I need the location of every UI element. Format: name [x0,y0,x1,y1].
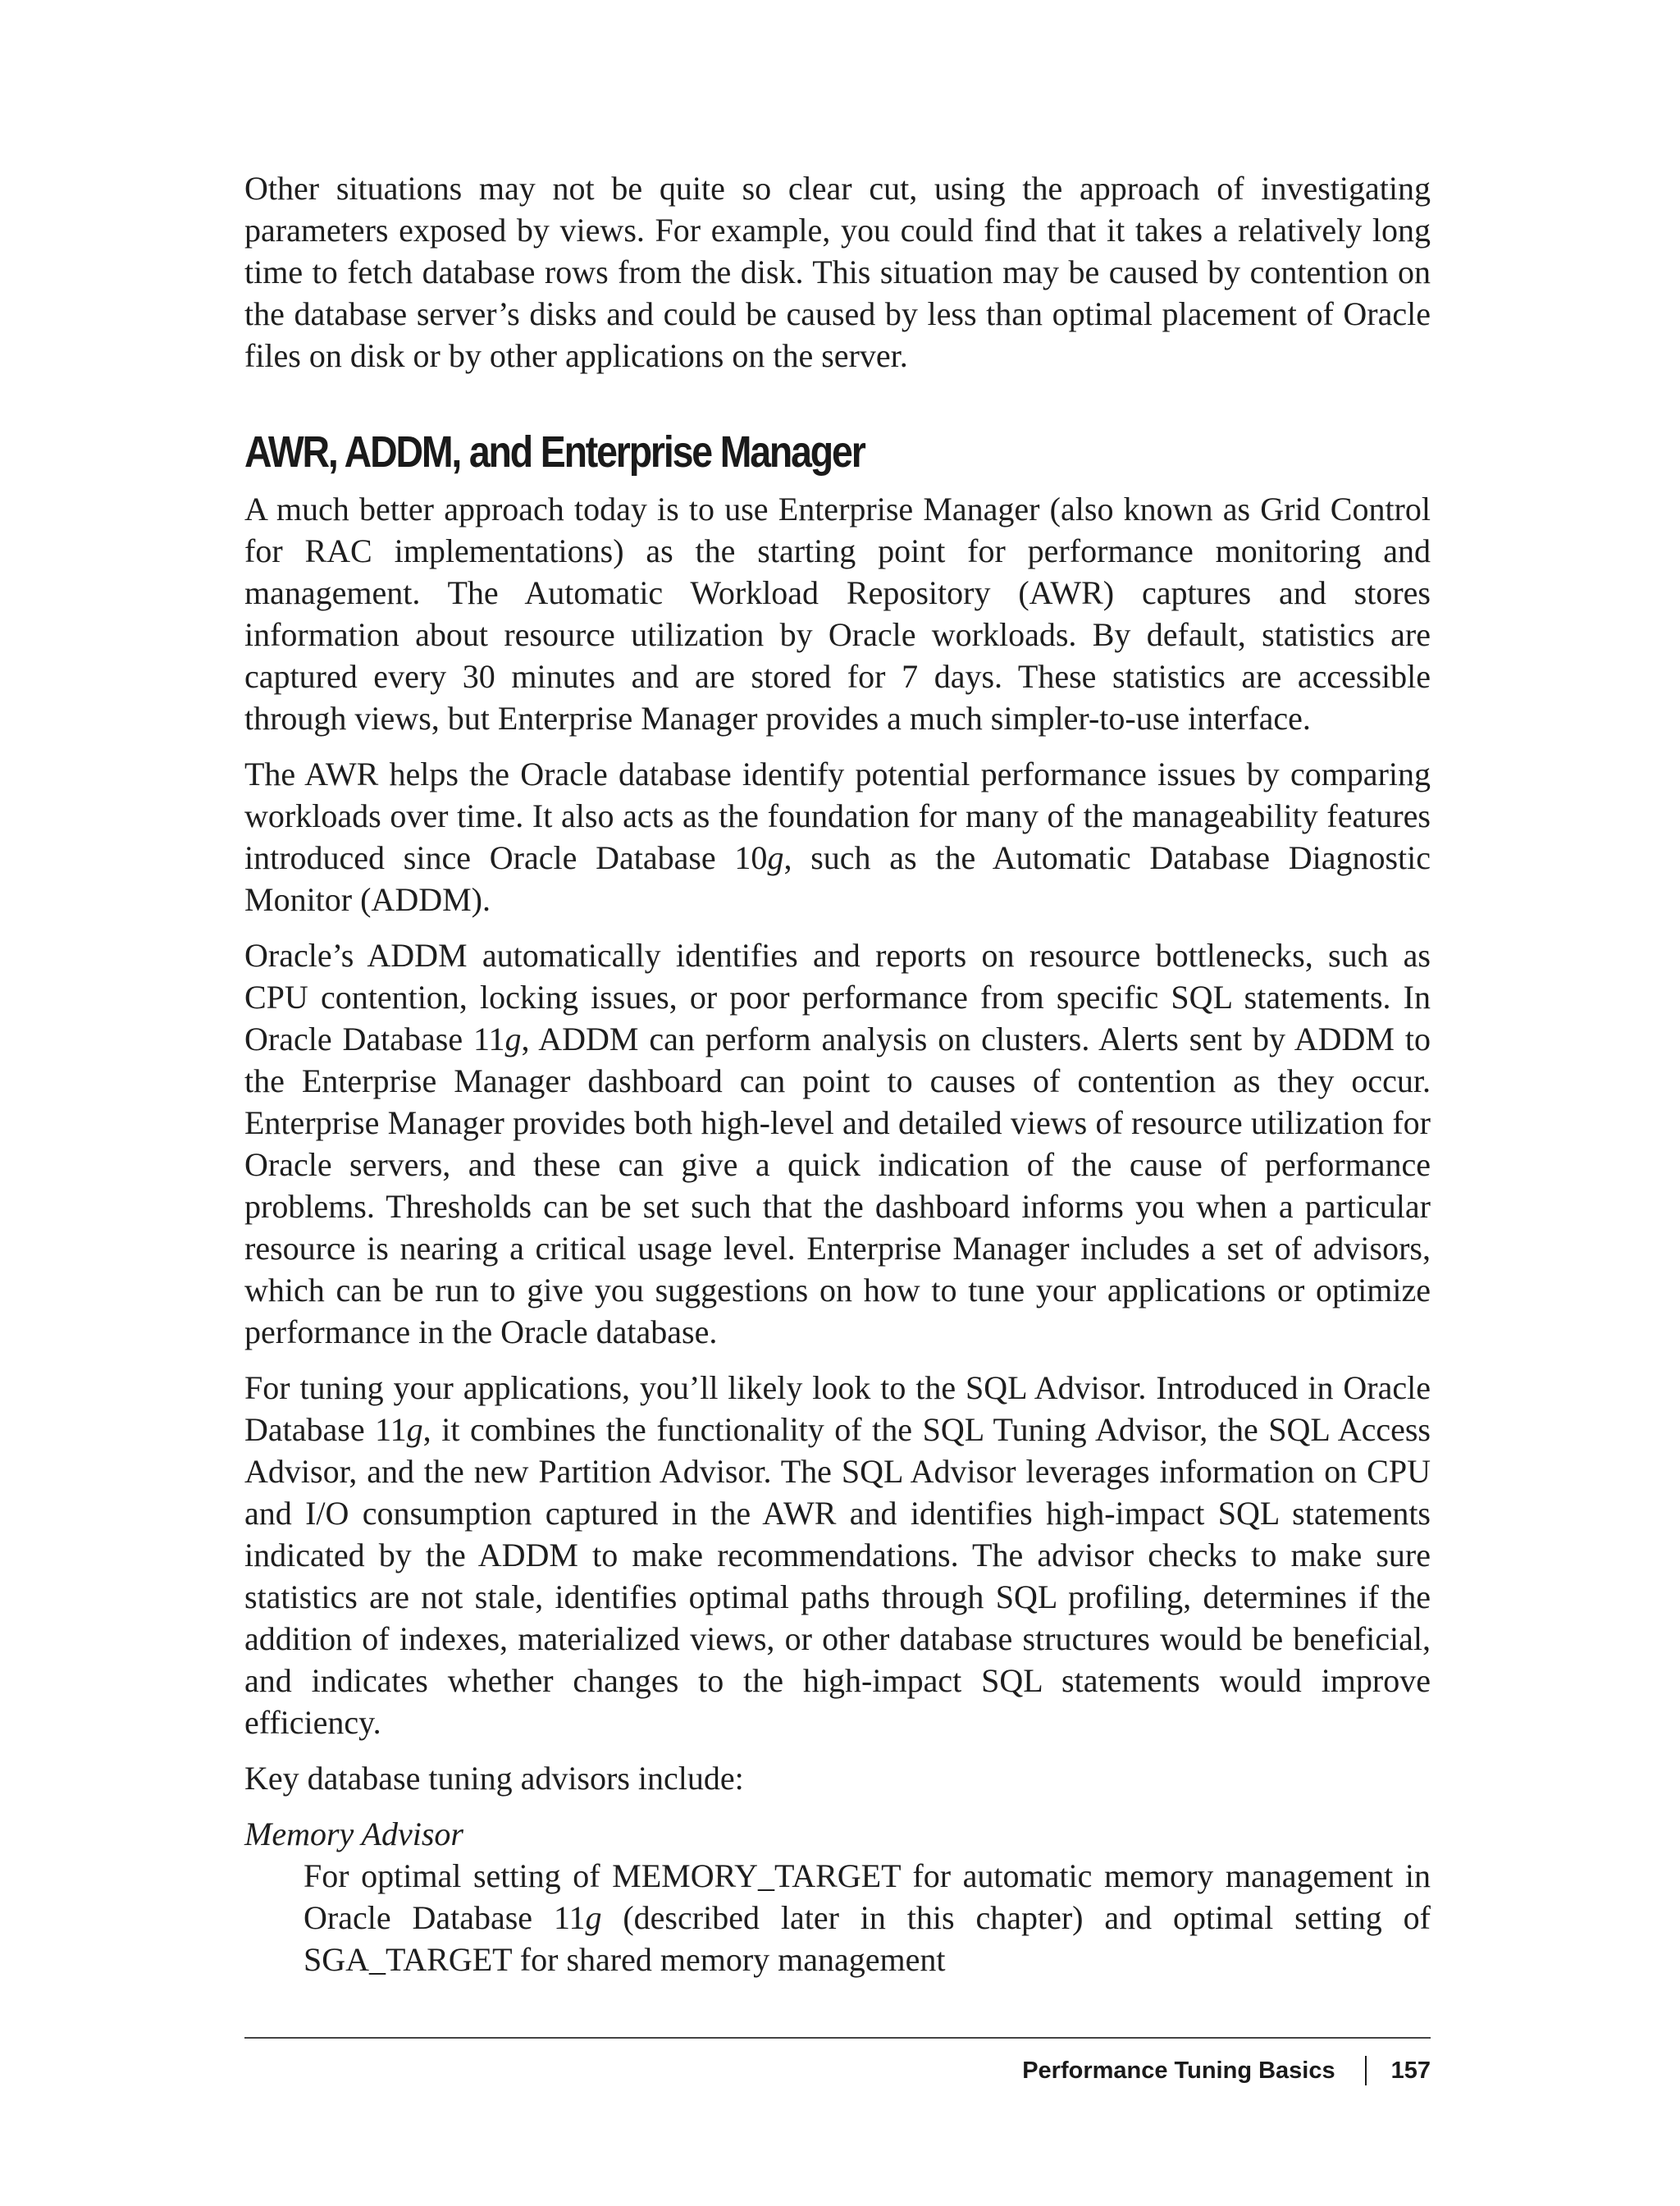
italic-version-suffix: g [767,839,784,876]
text-run: , it combines the functionality of the SQL Tuning Advisor, the SQL Access Advisor, and the new Partition Advisor. The SQL Advisor leverages information on CPU and I/O consumption captured in the AWR and identifies high-impact SQL statements indicated by the ADDM to make recommendations. The advisor checks to make sure statistics are not stale, identifies optimal paths through SQL profiling, determines if the addition of indexes, materialized views, or other database structures would be beneficial, and indicates whether changes to the high-impact SQL statements would improve efficiency. [244,1411,1431,1741]
text-run: , such as the Automatic Database Diagnostic Monitor (ADDM). [244,839,1431,918]
section-heading: AWR, ADDM, and Enterprise Manager [244,427,865,477]
definition-list [244,1813,1431,1980]
text-run: The AWR helps the Oracle database identify potential performance issues by comparing workloads over time. It also acts as the foundation for many of the manageability features introduced since Oracle Database 10 [244,756,1431,876]
footer-divider [244,2037,1431,2039]
text-run: For optimal setting of MEMORY_TARGET for automatic memory management in Oracle Database 11 [304,1857,1431,1936]
page-body [244,167,1431,1980]
italic-version-suffix: g [504,1021,522,1057]
text-run: , ADDM can perform analysis on clusters. Alerts sent by ADDM to the Enterprise Manager dashboard can point to causes of contention as they occur. Enterprise Manager provides both high-level and detailed views of resource utilization for Oracle servers, and these can give a quick indication of the cause of performance problems. Thresholds can be set such that the dashboard informs you when a particular resource is nearing a critical usage level. Enterprise Manager includes a set of advisors, which can be run to give you suggestions on how to tune your applications or optimize performance in the Oracle database. [244,1021,1431,1350]
text-run: (described later in this chapter) and optimal setting of SGA_TARGET for shared memory management [304,1899,1431,1978]
page-footer [1022,2056,1431,2085]
paragraph-awr-intro: A much better approach today is to use Enterprise Manager (also known as Grid Control for RAC implementations) as the starting point for performance monitoring and management. The Automatic Workload Repository (AWR) captures and stores information about resource utilization by Oracle workloads. By default, statistics are captured every 30 minutes and are stored for 7 days. These statistics are accessible through views, but Enterprise Manager provides a much simpler-to-use interface. [244,491,1431,737]
text-run: Oracle’s ADDM automatically identifies and reports on resource bottlenecks, such as CPU contention, locking issues, or poor performance from specific SQL statements. In Oracle Database 11 [244,937,1431,1057]
intro-paragraph: Other situations may not be quite so clear cut, using the approach of investigating parameters exposed by views. For example, you could find that it takes a relatively long time to fetch database rows from the disk. This situation may be caused by contention on the database server’s disks and could be caused by less than optimal placement of Oracle files on disk or by other applications on the server. [244,170,1431,374]
definition-term: Memory Advisor [244,1815,463,1852]
italic-version-suffix: g [585,1899,602,1936]
paragraph-sql-advisor [244,1367,1431,1743]
footer-separator [1365,2056,1367,2085]
footer-page-number: 157 [1390,2058,1431,2084]
italic-version-suffix: g [406,1411,423,1448]
footer-chapter-title: Performance Tuning Basics [1022,2058,1335,2084]
paragraph-awr-helps [244,753,1431,920]
paragraph-addm [244,934,1431,1353]
text-run: For tuning your applications, you’ll likely look to the SQL Advisor. Introduced in Oracle Database 11 [244,1369,1431,1448]
definition-description [304,1855,1431,1980]
paragraph-key-advisors: Key database tuning advisors include: [244,1760,744,1797]
